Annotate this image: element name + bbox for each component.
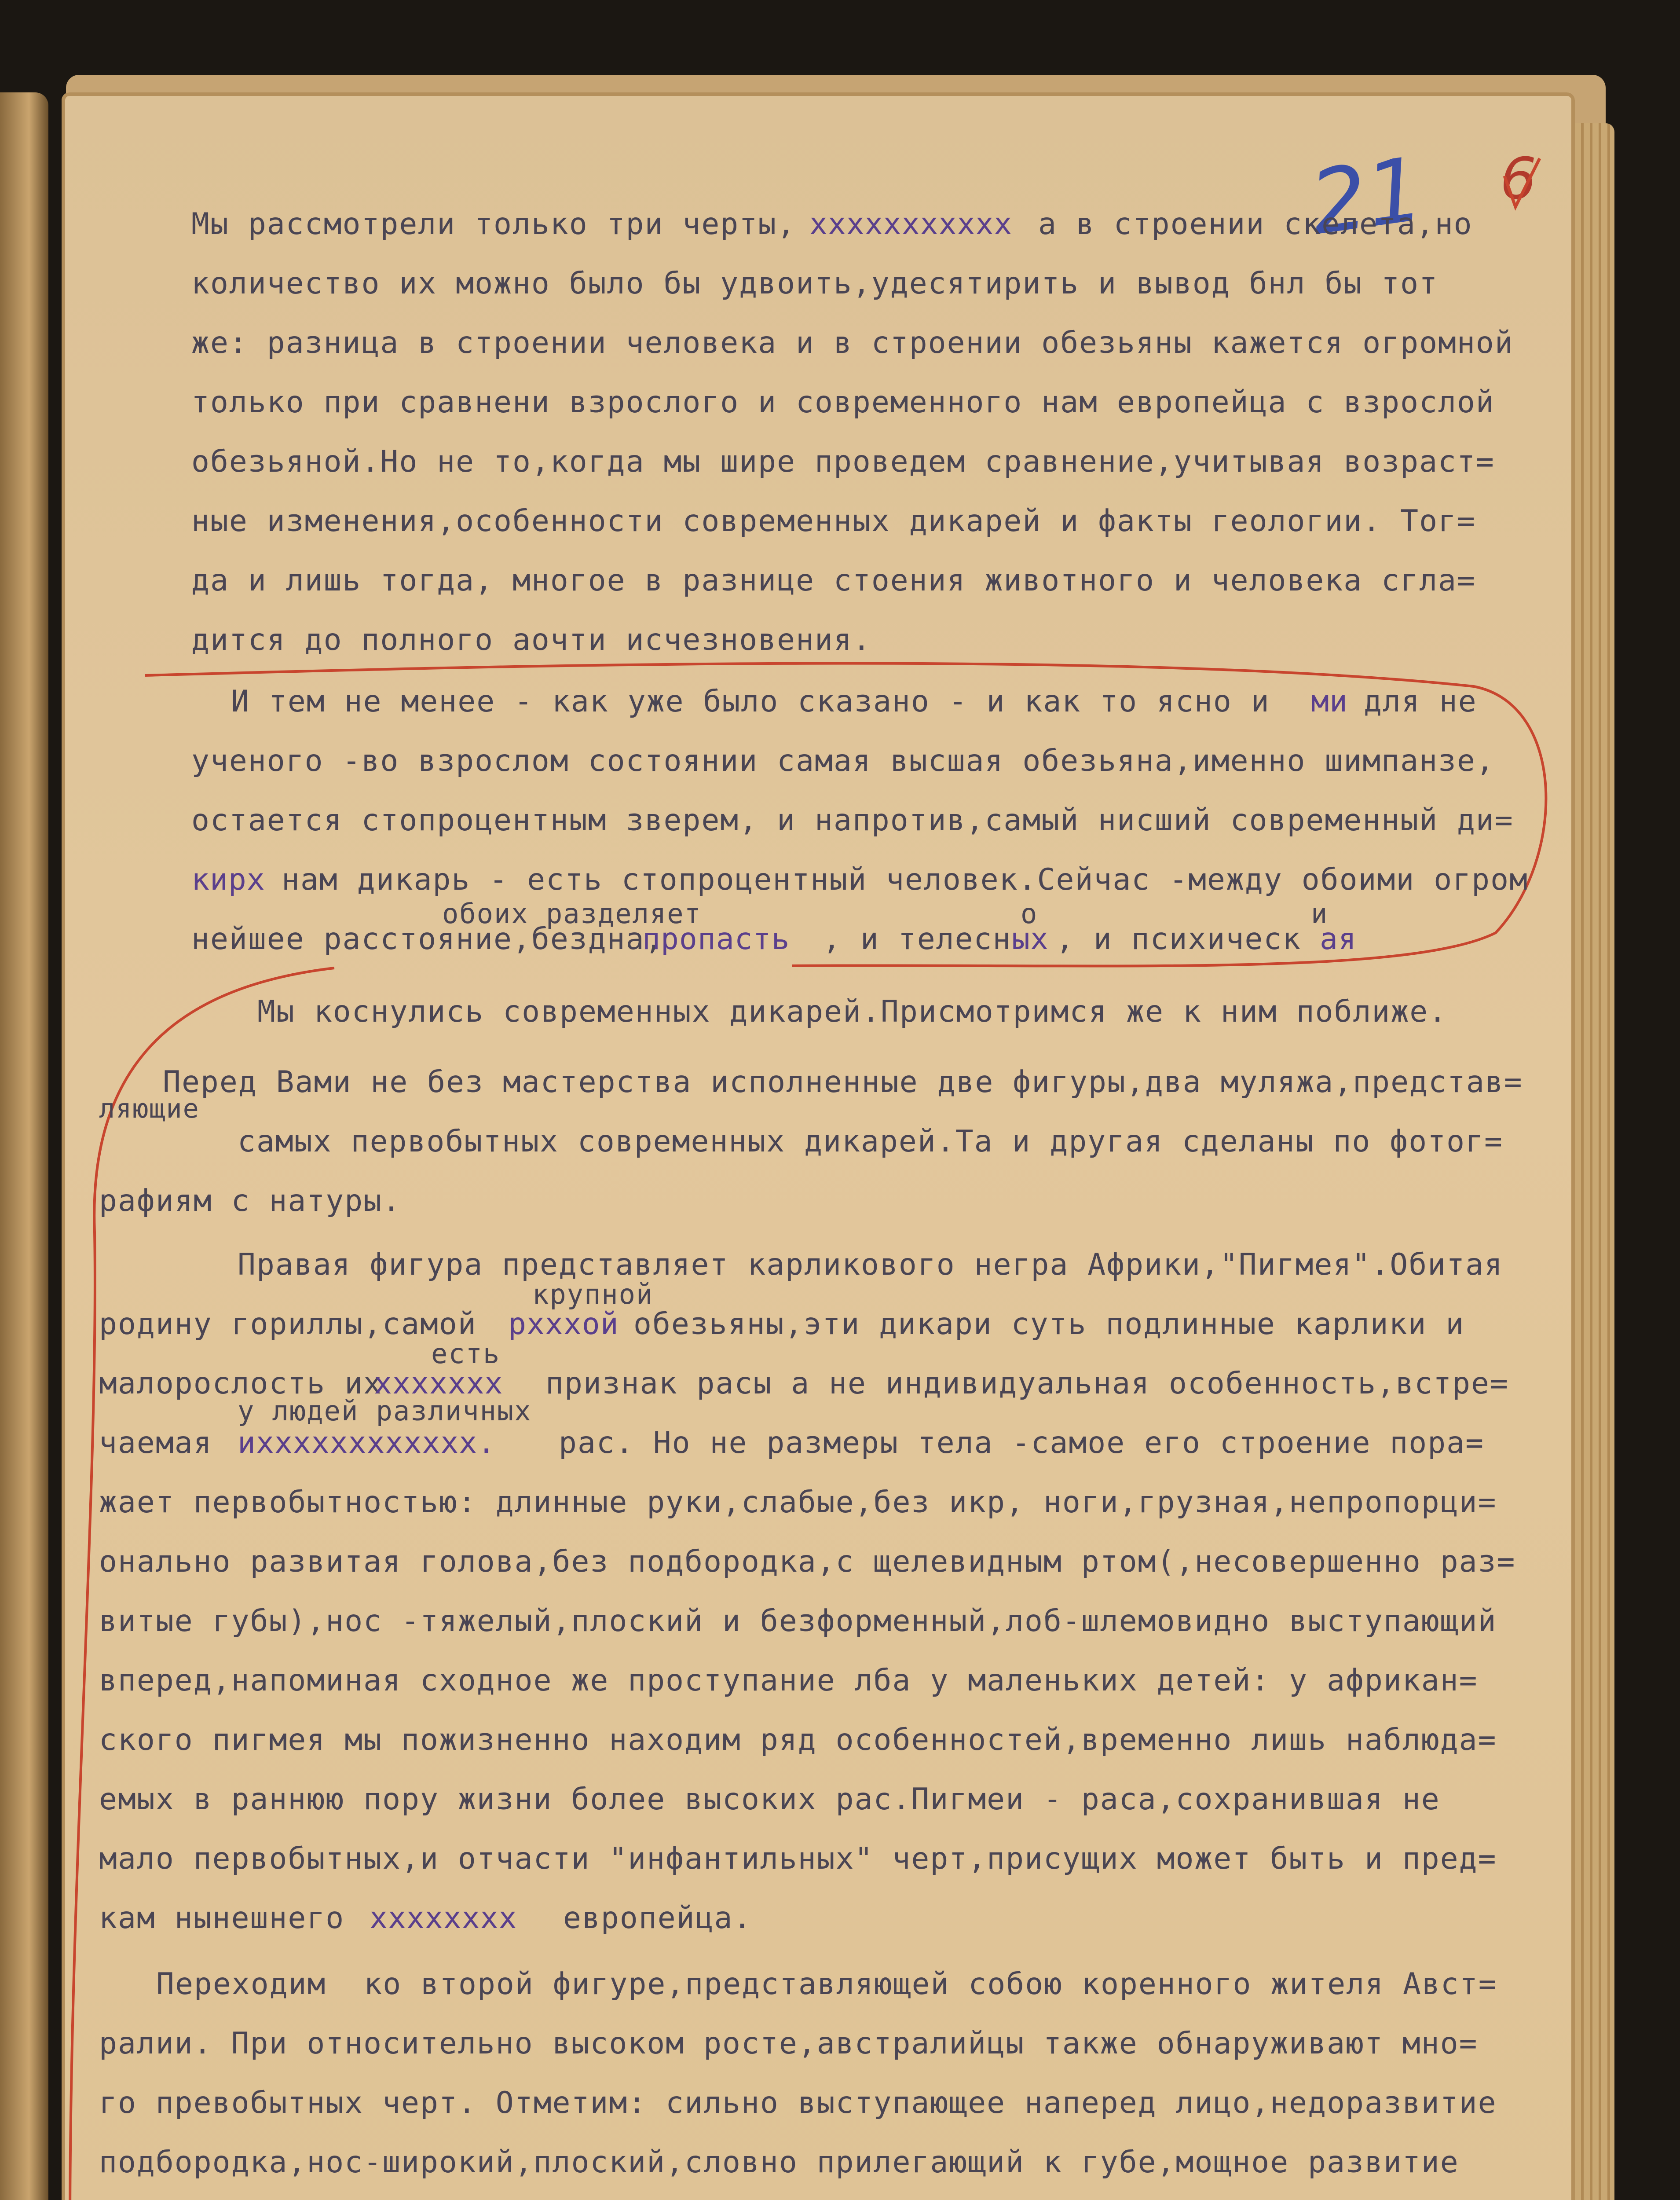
text-line: ралии. При относительно высоком росте,австралийцы также обнаруживают мно= [99,2026,1478,2061]
text-line: , и психическ [1056,922,1302,957]
struck-text: рхххой [508,1307,619,1342]
text-line: количество их можно было бы удвоить,удесятирить и вывод бнл бы тот [191,266,1438,301]
text-line: кам нынешнего [99,1901,345,1936]
text-line: онально развитая голова,без подбородка,с щелевидным ртом(,несовершенно раз= [99,1544,1516,1579]
text-line: нейшее расстояние,бездна, [191,922,664,957]
text-line: родину гориллы,самой [99,1307,477,1342]
text-line: витые губы),нос -тяжелый,плоский и безформенный,лоб-шлемовидно выступающий [99,1604,1497,1639]
text-line: ляющие [99,1093,200,1124]
handwritten-insertion: о [1021,898,1038,930]
struck-text: пропасть [642,922,790,957]
text-line: го превобытных черт. Отметим: сильно выступающее наперед лицо,недоразвитие [99,2086,1497,2120]
text-line: для не [1364,684,1477,719]
text-line: признак расы а не индивидуальная особенность,встре= [545,1366,1509,1401]
text-line: только при сравнени взрослого и современного нам европейца с взрослой [191,385,1495,420]
text-line: остается стопроцентным зверем, и напротив,самый нисший современный ди= [191,803,1514,838]
struck-text: ая [1320,922,1357,957]
text-line: дится до полного аочти исчезновения. [191,623,871,657]
text-line: ученого -во взрослом состоянии самая высшая обезьяна,именно шимпанзе, [191,744,1495,778]
struck-text: ых [1012,922,1049,957]
text-line: рафиям с натуры. [99,1184,402,1218]
text-line: нам дикарь - есть стопроцентный человек.Сейчас -между обоими огром [282,862,1529,897]
text-line: Мы рассмотрели только три черты, [191,207,796,242]
folio-red-mark: 6 [1500,145,1537,212]
text-line: мало первобытных,и отчасти "инфантильных" черт,присущих может быть и пред= [99,1841,1497,1876]
handwritten-insertion: и [1311,898,1329,930]
text-line: , и телесн [823,922,1012,957]
struck-text: ихххххххххххх. [238,1426,496,1460]
text-line: обезьяной.Но не то,когда мы шире проведем сравнение,учитывая возраст= [191,444,1495,479]
text-line: емых в раннюю пору жизни более высоких рас.Пигмеи - раса,сохранившая не [99,1782,1440,1817]
text-line: же: разница в строении человека и в строении обезьяны кажется огромной [191,326,1514,360]
text-line: Правая фигура представляет карликового негра Африки,"Пигмея".Обитая [238,1247,1503,1282]
handwritten-insertion: есть [431,1338,501,1370]
text-line: европейца. [563,1901,752,1936]
struck-text: ми [1311,684,1348,719]
text-line: жает первобытностью: длинные руки,слабые,без икр, ноги,грузная,непропорци= [99,1485,1497,1520]
handwritten-insertion: у людей различных [238,1395,532,1427]
text-line: рас. Но не размеры тела -самое его строение пора= [559,1426,1485,1460]
text-line: подбородка,нос-широкий,плоский,словно прилегающий к губе,мощное развитие [99,2145,1459,2180]
struck-text: ххххххх [374,1366,503,1401]
struck-text: ххххххххххх [809,207,1013,242]
text-line: да и лишь тогда, многое в разнице стоения животного и человека сгла= [191,563,1476,598]
struck-text: хххххххх [370,1901,517,1936]
text-line: Перед Вами не без мастерства исполненные две фигуры,два муляжа,представ= [163,1065,1523,1100]
text-line: вперед,напоминая сходное же проступание лба у маленьких детей: у африкан= [99,1663,1478,1698]
text-line: Мы коснулись современных дикарей.Присмотримся же к ним поближе. [257,994,1448,1029]
text-line: Переходим ко второй фигуре,представляющей собою коренного жителя Авст= [156,1967,1497,2002]
text-line: самых первобытных современных дикарей.Та и другая сделаны по фотог= [238,1124,1503,1159]
text-line: И тем не менее - как уже было сказано - и как то ясно и [231,684,1270,719]
text-line: ского пигмея мы пожизненно находим ряд особенностей,временно лишь наблюда= [99,1723,1497,1757]
handwritten-insertion: обоих разделяет [442,898,702,930]
struck-text: кирх [191,862,265,897]
text-line: малорослость их [99,1366,383,1401]
text-line: ные изменения,особенности современных дикарей и факты геологии. Тог= [191,504,1476,539]
text-line: а в строении скелета,но [1038,207,1473,242]
handwritten-insertion: крупной [532,1278,654,1310]
text-line: чаемая [99,1426,212,1460]
text-line: обезьяны,эти дикари суть подлинные карлики и [633,1307,1465,1342]
folio-number: 21 [1304,138,1430,255]
